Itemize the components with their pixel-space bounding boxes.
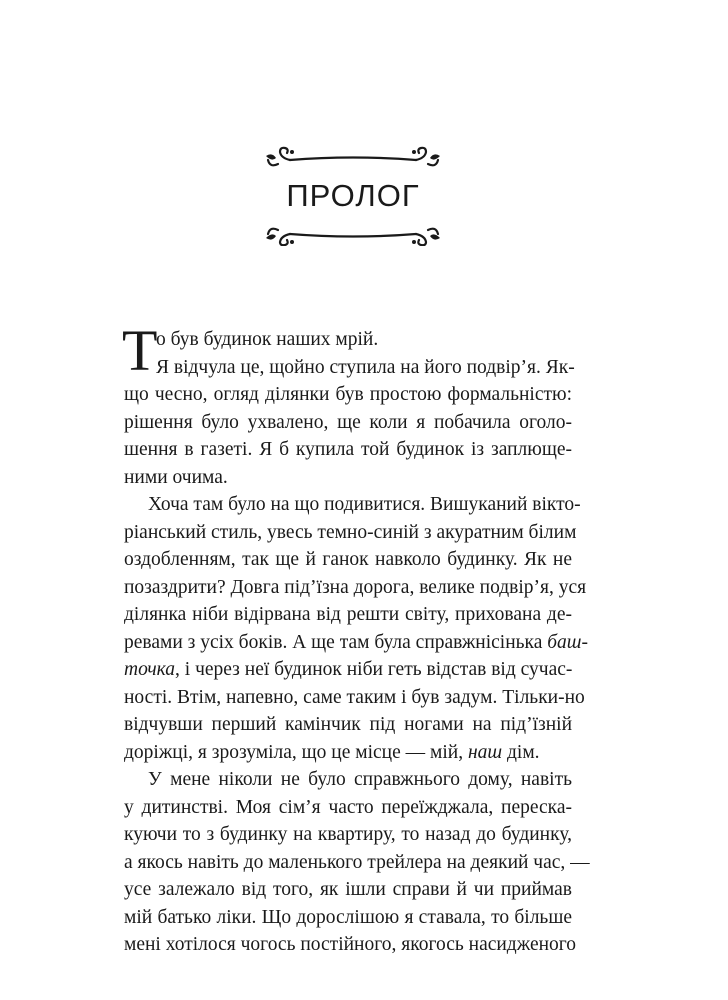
text-line [124, 656, 572, 684]
text-line: а якось навіть до маленького трейлера на деякий час, — [124, 851, 590, 873]
text-line: ності. Втім, напевно, саме таким і був задум. Тільки-но [124, 686, 585, 708]
text-line: о був будинок наших мрій. [156, 329, 379, 350]
body-text [122, 318, 590, 959]
text-line: мені хотілося чогось постійного, якогось насидженого [124, 934, 577, 955]
ornament-top-right-curl [416, 148, 426, 160]
ornament-bottom-left-curl [280, 234, 290, 245]
text-line: ділянка ніби відірвана від решти світу, прихована де- [124, 604, 572, 625]
ornament-bottom-right-tail [428, 229, 438, 234]
text-line: рішення було ухвалено, ще коли я побачила оголо- [124, 411, 572, 433]
ornament-leaf [266, 154, 276, 159]
chapter-header [264, 146, 442, 246]
ornament-top-left-curl [280, 148, 290, 160]
text-line: позаздрити? Довга під’їзна дорога, велике подвір’я, уся [124, 576, 587, 598]
text-run: , і через неї будинок ніби геть відстав від сучас- [175, 659, 573, 680]
ornament-bottom-left-tail [268, 229, 278, 234]
text-line: відчувши перший камінчик під ногами на під’їзній [124, 714, 572, 735]
ornament-leaf [430, 234, 440, 239]
text-line: у дитинстві. Моя сім’я часто переїжджала, переска- [124, 796, 572, 818]
text-line [124, 629, 589, 657]
text-line: шення в газеті. Я б купила той будинок із заплюще- [124, 439, 572, 460]
italic-word: баш- [547, 631, 589, 653]
ornament-leaf [430, 154, 440, 159]
text-run: дім. [506, 741, 540, 763]
text-line: ними очима. [124, 466, 228, 488]
ornament-leaf [266, 234, 276, 239]
italic-word: точка [124, 659, 176, 680]
ornament-dot [290, 150, 294, 154]
chapter-title: ПРОЛОГ [286, 178, 420, 213]
ornament-top-left-tail [268, 160, 278, 165]
text-line: ріанський стиль, увесь темно-синій з акуратним білим [124, 521, 577, 543]
text-line [124, 739, 572, 767]
ornament-bottom-right-curl [416, 234, 426, 245]
ornament-dot [290, 240, 294, 244]
drop-cap: Т [122, 318, 158, 383]
text-line: Я відчула це, щойно ступила на його подвір’я. Як- [156, 356, 575, 378]
ornament-top-rule [290, 158, 416, 161]
ornament-dot [412, 240, 416, 244]
ornament-bottom-rule [290, 234, 416, 237]
text-line: Хоча там було на що подивитися. Вишуканий вікто- [148, 494, 581, 515]
text-line: що чесно, огляд ділянки був простою формальністю: [124, 384, 572, 405]
ornament-dot [412, 150, 416, 154]
text-line: мій батько ліки. Що дорослішою я ставала, то більше [124, 906, 572, 928]
text-line: У мене ніколи не було справжнього дому, навіть [148, 769, 572, 790]
text-run: доріжці, я зрозуміла, що це місце — мій, [124, 741, 464, 763]
ornament-top-right-tail [428, 160, 438, 165]
text-line: куючи то з будинку на квартиру, то назад до будинку, [124, 824, 572, 845]
text-run: ревами з усіх боків. А ще там була справжнісінька [124, 631, 543, 653]
italic-word: наш [467, 741, 503, 763]
text-line: усе залежало від того, як ішли справи й чи приймав [124, 879, 572, 900]
text-line: оздобленням, так ще й ганок навколо будинку. Як не [124, 549, 572, 570]
